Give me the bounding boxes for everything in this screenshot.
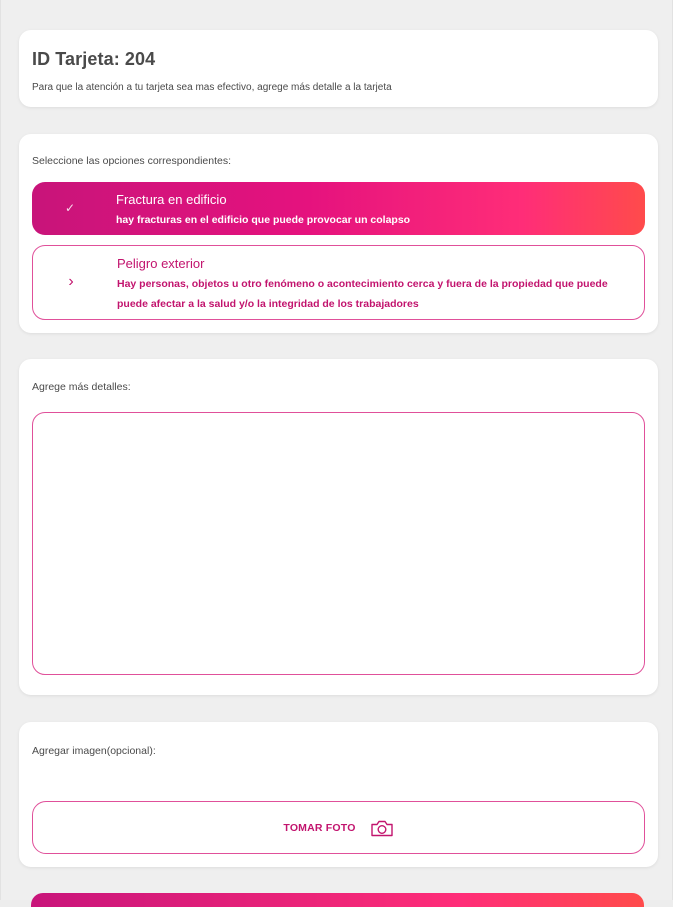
page-subtitle: Para que la atención a tu tarjeta sea mas efectivo, agrege más detalle a la tarjeta — [32, 82, 392, 93]
details-section-label: Agrege más detalles: — [32, 381, 131, 393]
option-description: Hay personas, objetos u otro fenómeno o acontecimiento cerca y fuera de la propiedad que puede puede afectar a la salud y/o la integridad de los trabajadores — [117, 278, 608, 310]
page-title: ID Tarjeta: 204 — [32, 49, 156, 69]
card-image — [19, 722, 658, 867]
submit-button[interactable] — [31, 893, 644, 907]
card-details — [19, 359, 658, 695]
options-section-label: Seleccione las opciones correspondientes: — [32, 155, 232, 167]
option-title: Peligro exterior — [117, 256, 205, 271]
option-peligro-exterior[interactable] — [32, 245, 645, 320]
camera-icon — [370, 819, 394, 837]
card-id-header — [19, 30, 658, 107]
chevron-right-icon: › — [68, 273, 74, 290]
take-photo-label: TOMAR FOTO — [283, 821, 356, 834]
details-textarea[interactable] — [32, 412, 645, 675]
image-section-label: Agregar imagen(opcional): — [32, 745, 156, 757]
check-icon: ✓ — [64, 201, 76, 215]
card-options — [19, 134, 658, 333]
option-fractura-en-edificio[interactable] — [32, 182, 645, 235]
option-title: Fractura en edificio — [116, 192, 227, 207]
take-photo-button[interactable] — [32, 801, 645, 854]
option-description: hay fracturas en el edificio que puede provocar un colapso — [116, 214, 411, 226]
